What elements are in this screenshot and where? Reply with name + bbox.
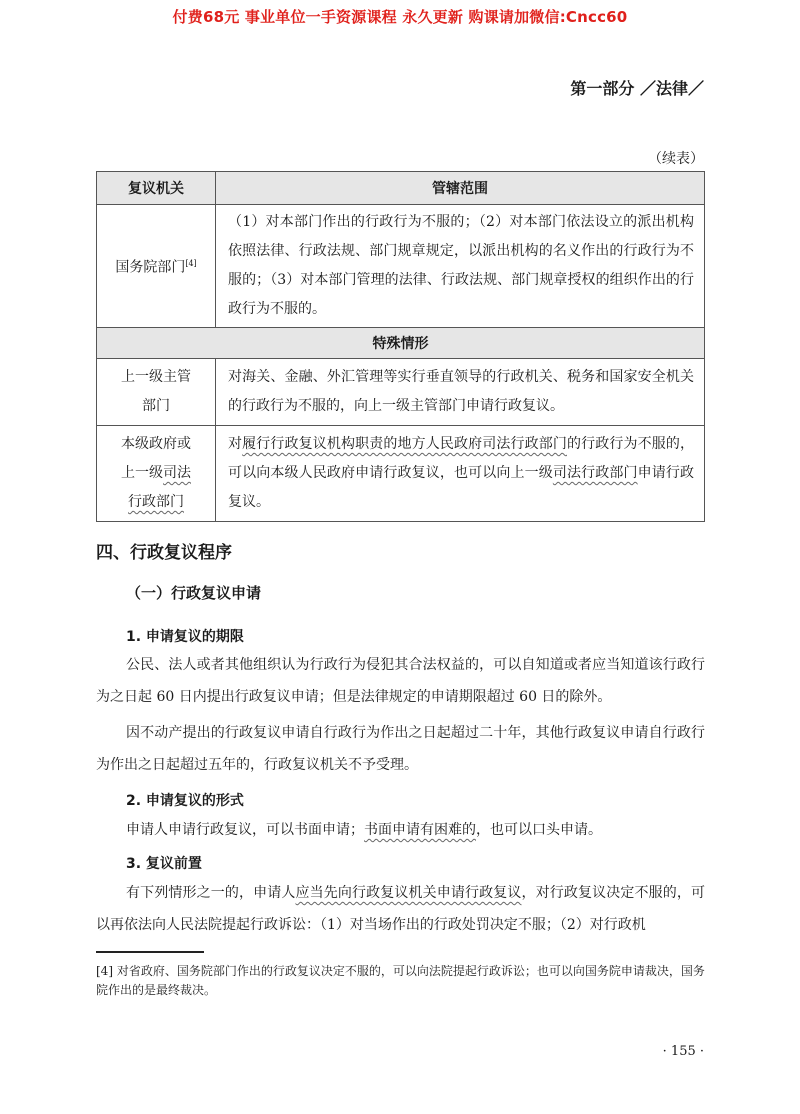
paragraph-text: ，也可以口头申请。: [476, 822, 602, 838]
section-subtitle: （一）行政复议申请: [126, 584, 262, 602]
col-header-scope: 管辖范围: [216, 172, 705, 205]
table-continued-label: （续表）: [648, 151, 704, 167]
promo-banner: 付费68元 事业单位一手资源课程 永久更新 购课请加微信:Cncc60: [172, 8, 628, 26]
table-row: [97, 205, 705, 328]
organ-cell: [97, 359, 216, 426]
scope-text: 对: [228, 436, 243, 452]
item-title: 1. 申请复议的期限: [126, 629, 244, 645]
paragraph-text-underlined: 应当先向行政复议机关申请行政复议: [295, 885, 522, 901]
table-row: [97, 426, 705, 522]
paragraph: 公民、法人或者其他组织认为行政行为侵犯其合法权益的，可以自知道或者应当知道该行政行为之日起 60 日内提出行政复议申请；但是法律规定的申请期限超过 60 日的除外。: [96, 657, 705, 705]
scope-cell: 对海关、金融、外汇管理等实行垂直领导的行政机关、税务和国家安全机关的行政行为不服的，向上一级主管部门申请行政复议。: [216, 359, 705, 426]
scope-text: 申请行政复议。: [228, 465, 694, 510]
scope-text-underlined: 司法行政部门: [552, 465, 638, 481]
paragraph: [96, 877, 705, 941]
organ-line-underlined: 司法: [163, 465, 191, 481]
scope-text-underlined: 履行行政复议机构职责的地方人民政府司法行政部门: [242, 436, 567, 452]
special-header-row: [97, 328, 705, 359]
footnote: [4] 对省政府、国务院部门作出的行政复议决定不服的，可以向法院提起行政诉讼；也可以向国务院申请裁决，国务院作出的是最终裁决。: [96, 964, 705, 997]
item-title: 3. 复议前置: [126, 856, 202, 872]
paragraph-text: 有下列情形之一的，申请人: [126, 885, 296, 901]
organ-cell: [97, 426, 216, 522]
paragraph: 因不动产提出的行政复议申请自行政行为作出之日起超过二十年，其他行政复议申请自行政行为作出之日起超过五年的，行政复议机关不予受理。: [96, 725, 705, 773]
organ-line: 上一级: [121, 465, 163, 481]
paragraph: [96, 814, 705, 846]
section-header: 第一部分 ／法律／: [570, 79, 704, 98]
page-number: · 155 ·: [662, 1044, 704, 1059]
paragraph-text: 申请人申请行政复议，可以书面申请；: [126, 822, 364, 838]
table-header-row: [97, 172, 705, 205]
scope-text: 的行政行为不服的，可以向本级人民政府申请行政复议，也可以向上一级: [228, 436, 694, 481]
organ-line: 本级政府或: [121, 436, 191, 452]
organ-name: 国务院部门: [115, 259, 186, 276]
scope-cell: （1）对本部门作出的行政行为不服的；（2）对本部门依法设立的派出机构依照法律、行政法规、部门规章规定，以派出机构的名义作出的行政行为不服的；（3）对本部门管理的法律、行政法规、部门规章授权的组织作出的行政行为不服的。: [216, 205, 705, 328]
item-title: 2. 申请复议的形式: [126, 793, 244, 809]
special-header: 特殊情形: [97, 328, 705, 359]
footnote-ref: [4]: [185, 259, 197, 269]
col-header-organ: 复议机关: [97, 172, 216, 205]
paragraph-text-underlined: 书面申请有困难的: [364, 822, 476, 838]
footnote-divider: [96, 951, 204, 953]
jurisdiction-table: [96, 171, 705, 522]
organ-name: 上一级主管部门: [121, 369, 191, 414]
organ-cell: [97, 205, 216, 328]
table-row: [97, 359, 705, 426]
paragraph-text: ，对行政复议决定不服的，可以再依法向人民法院提起行政诉讼：（1）对当场作出的行政处罚决定不服；（2）对行政机: [96, 885, 705, 933]
organ-line-underlined: 行政部门: [128, 494, 184, 510]
scope-cell: [216, 426, 705, 522]
section-title: 四、行政复议程序: [96, 543, 232, 563]
